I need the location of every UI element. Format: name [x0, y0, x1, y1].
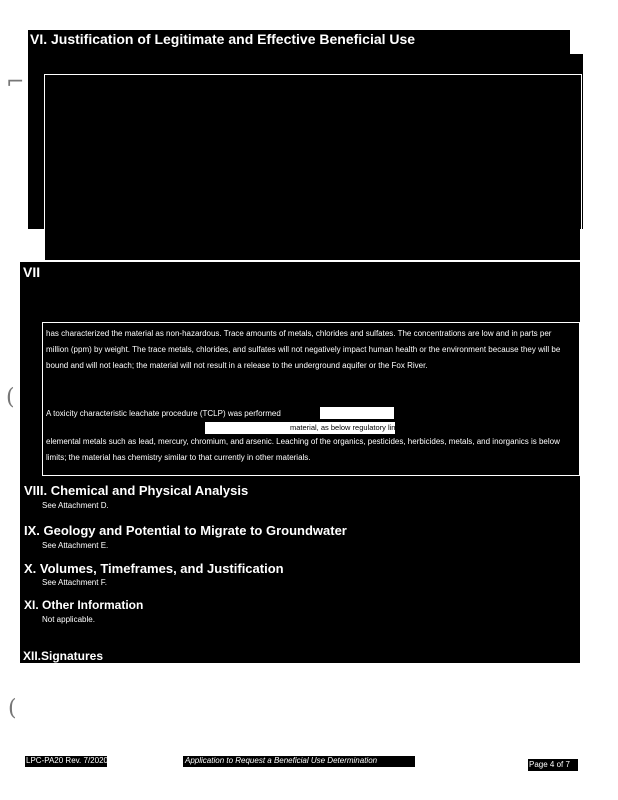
section-7-paragraph-2b: material, as below regulatory limits for compounds and the eight — [290, 423, 503, 432]
footer-center-title: Application to Request a Beneficial Use Determination — [185, 756, 378, 765]
section-7-paragraph-2a: A toxicity characteristic leachate procedure (TCLP) was performed — [46, 409, 281, 418]
section-6-title: VI. Justification of Legitimate and Effective Beneficial Use — [30, 31, 416, 47]
section-8-note: See Attachment D. — [42, 501, 109, 510]
section-11-note: Not applicable. — [42, 615, 95, 624]
scan-mark-bottom: ( — [8, 696, 17, 721]
footer-form-id: LPC-PA20 Rev. 7/2020 — [26, 756, 108, 765]
scan-mark-top: ⌐ — [6, 70, 25, 95]
section-7-heading: VII — [23, 264, 41, 280]
section-9-title: IX. Geology and Potential to Migrate to Groundwater — [24, 523, 347, 538]
section-6-lower-block — [45, 228, 580, 260]
scan-mark-middle: ( — [6, 385, 15, 410]
section-7-paragraph-2c: elemental metals such as lead, mercury, chromium, and arsenic. Leaching of the organics, pesticides, herbicides, metals, and inorganics is below limits; the material has chemistry similar to that currently in other materials. — [46, 437, 560, 462]
section-8-title: VIII. Chemical and Physical Analysis — [24, 483, 249, 498]
section-11-title: XI. Other Information — [24, 598, 144, 612]
section-7-paragraph-1: has characterized the material as non-hazardous. Trace amounts of metals, chlorides and sulfates. The concentrations are low and in parts per million (ppm) by weight. The trace metals, chlorides, and sulfates will not negatively impact human health or the environment because they will be bound and will not leach; the material will not result in a release to the underground aquifer or the Fox River. — [46, 329, 561, 370]
footer-page-number: Page 4 of 7 — [529, 760, 570, 769]
redaction-white-box-1 — [320, 407, 394, 419]
section-12-title: XII.Signatures — [23, 649, 104, 663]
section-10-title: X. Volumes, Timeframes, and Justification — [24, 561, 284, 576]
section-9-note: See Attachment E. — [42, 541, 109, 550]
section-10-note: See Attachment F. — [42, 578, 107, 587]
